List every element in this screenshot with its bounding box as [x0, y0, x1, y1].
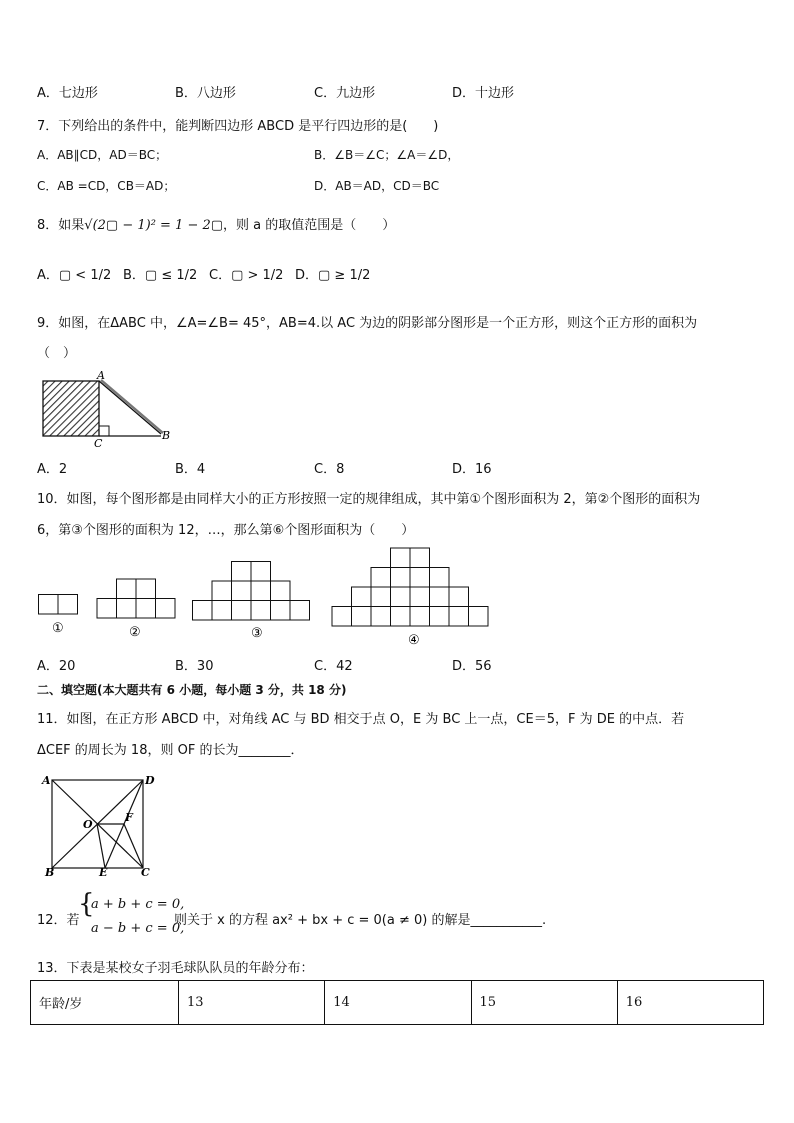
q12-suffix: 则关于 x 的方程 ax² + bx + c = 0(a ≠ 0) 的解是___________.: [174, 913, 547, 928]
q10-fig3-square: [271, 581, 291, 601]
q11-label-d: D: [145, 774, 155, 787]
q9-triangle-figure: [34, 366, 184, 448]
q10-fig4-square: [371, 568, 391, 588]
q11-label-a: A: [42, 774, 51, 787]
q10-fig4-square: [430, 607, 450, 627]
q11-label-e: E: [99, 866, 108, 878]
q10-fig3-square: [251, 581, 271, 601]
q9-option-a: A．2: [37, 462, 68, 477]
q11-label-o: O: [83, 818, 93, 831]
q10-fig4-square: [391, 587, 411, 607]
q9-side-ab-shadow: [101, 380, 163, 433]
q13-cell-13: 13: [179, 981, 325, 1025]
q10-stem-line2: 6，第③个图形的面积为 12，…，那么第⑥个图形面积为（ ）: [37, 523, 415, 538]
q8-radical-expression: √(2▢ − 1)² = 1 − 2▢: [84, 218, 224, 233]
q10-fig4-square: [391, 548, 411, 568]
q9-stem-cont: （ ）: [37, 346, 77, 361]
q9-right-angle-mark: [99, 426, 109, 436]
q12-equation-2: a − b + c = 0,: [91, 921, 185, 936]
q10-fig3-square: [232, 581, 252, 601]
q6-option-c: C．九边形: [314, 86, 376, 101]
q13-header-cell: 年龄/岁: [31, 981, 179, 1025]
q10-fig3-square: [212, 581, 232, 601]
q10-option-b: B．30: [175, 659, 214, 674]
q7-stem: 7．下列给出的条件中，能判断四边形 ABCD 是平行四边形的是( ): [37, 119, 439, 134]
q13-cell-16: 16: [617, 981, 763, 1025]
q13-stem: 13．下表是某校女子羽毛球队队员的年龄分布：: [37, 961, 314, 976]
q9-label-c: C: [94, 437, 103, 448]
q10-fig2-square: [136, 579, 156, 599]
q6-option-b: B．八边形: [175, 86, 236, 101]
q11-line1: 11．如图，在正方形 ABCD 中，对角线 AC 与 BD 相交于点 O，E 为 BC 上一点，CE＝5，F 为 DE 的中点．若: [37, 712, 685, 727]
q10-option-a: A．20: [37, 659, 76, 674]
q7-option-a: A．AB∥CD，AD＝BC；: [37, 148, 168, 162]
q10-fig3-square: [271, 601, 291, 621]
q9-option-d: D．16: [452, 462, 492, 477]
q11-label-f: F: [125, 811, 133, 824]
q10-fig4-square: [352, 587, 372, 607]
q8-stem-prefix: 8．如果: [37, 218, 85, 233]
q10-fig4-square: [410, 568, 430, 588]
q10-fig4-square: [332, 607, 352, 627]
q10-fig1-square: [39, 595, 59, 615]
q9-shaded-square: [43, 381, 99, 436]
q10-fig4-square: [449, 607, 469, 627]
q10-option-d: D．56: [452, 659, 492, 674]
q10-pattern-figures: [30, 540, 500, 650]
q12-brace: {: [78, 889, 95, 919]
q8-option-d: D．▢ ≥ 1/2: [295, 268, 371, 283]
q9-option-c: C．8: [314, 462, 345, 477]
q10-label-3: ③: [251, 626, 263, 641]
q10-fig3-square: [290, 601, 310, 621]
q10-fig4-square: [391, 607, 411, 627]
q10-label-1: ①: [52, 621, 64, 636]
q8-option-b: B．▢ ≤ 1/2: [123, 268, 198, 283]
q6-option-d: D．十边形: [452, 86, 515, 101]
q10-fig3-square: [193, 601, 213, 621]
q10-fig4-square: [371, 607, 391, 627]
table-row: [31, 981, 764, 1025]
q10-fig4-square: [469, 607, 489, 627]
q9-label-b: B: [162, 429, 171, 442]
q10-fig4-square: [371, 587, 391, 607]
q10-fig3-square: [232, 601, 252, 621]
q7-option-c: C．AB =CD，CB＝AD；: [37, 179, 176, 193]
q9-option-b: B．4: [175, 462, 206, 477]
q10-fig4-square: [410, 607, 430, 627]
q13-cell-14: 14: [325, 981, 471, 1025]
q10-fig4-square: [449, 587, 469, 607]
q10-label-2: ②: [129, 625, 141, 640]
q12-prefix: 12．若: [37, 913, 80, 928]
q6-option-a: A．七边形: [37, 86, 98, 101]
q7-option-d: D．AB＝AD，CD＝BC: [314, 179, 440, 193]
section-2-heading: 二、填空题(本大题共有 6 小题，每小题 3 分，共 18 分): [37, 683, 347, 697]
q8-option-c: C．▢ > 1/2: [209, 268, 284, 283]
q10-fig4-square: [410, 548, 430, 568]
q11-line2: ΔCEF 的周长为 18，则 OF 的长为________．: [37, 743, 304, 758]
q8-option-a: A．▢ < 1/2: [37, 268, 112, 283]
q10-fig3-square: [251, 562, 271, 582]
q10-stem-line1: 10．如图，每个图形都是由同样大小的正方形按照一定的规律组成，其中第①个图形面积为 2，第②个图形的面积为: [37, 492, 701, 507]
q8-stem-suffix: ，则 a 的取值范围是（ ）: [223, 218, 396, 233]
q10-fig4-square: [352, 607, 372, 627]
q11-square-figure: [40, 772, 156, 878]
q10-fig4-square: [391, 568, 411, 588]
q10-fig4-square: [430, 568, 450, 588]
q10-fig3-square: [232, 562, 252, 582]
q9-stem: 9．如图，在ΔABC 中，∠A=∠B= 45°，AB=4.以 AC 为边的阴影部分图形是一个正方形，则这个正方形的面积为: [37, 316, 698, 331]
q12-equation-1: a + b + c = 0,: [91, 897, 185, 912]
q11-label-c: C: [141, 866, 150, 878]
q10-fig2-square: [117, 579, 137, 599]
q10-fig4-square: [430, 587, 450, 607]
q8-stem: [37, 214, 395, 233]
q13-cell-15: 15: [471, 981, 617, 1025]
q9-label-a: A: [97, 369, 105, 382]
q10-fig2-square: [136, 599, 156, 619]
q10-option-c: C．42: [314, 659, 353, 674]
q10-fig3-square: [212, 601, 232, 621]
q13-age-table: [30, 980, 764, 1025]
q11-label-b: B: [45, 866, 55, 878]
q10-fig4-square: [410, 587, 430, 607]
q10-label-4: ④: [408, 633, 420, 648]
q10-fig1-square: [58, 595, 78, 615]
q10-fig2-square: [117, 599, 137, 619]
q10-fig3-square: [251, 601, 271, 621]
q10-fig2-square: [97, 599, 117, 619]
q7-option-b: B．∠B＝∠C；∠A＝∠D，: [314, 148, 460, 162]
q11-segment-fc: [124, 824, 143, 868]
q10-fig2-square: [156, 599, 176, 619]
